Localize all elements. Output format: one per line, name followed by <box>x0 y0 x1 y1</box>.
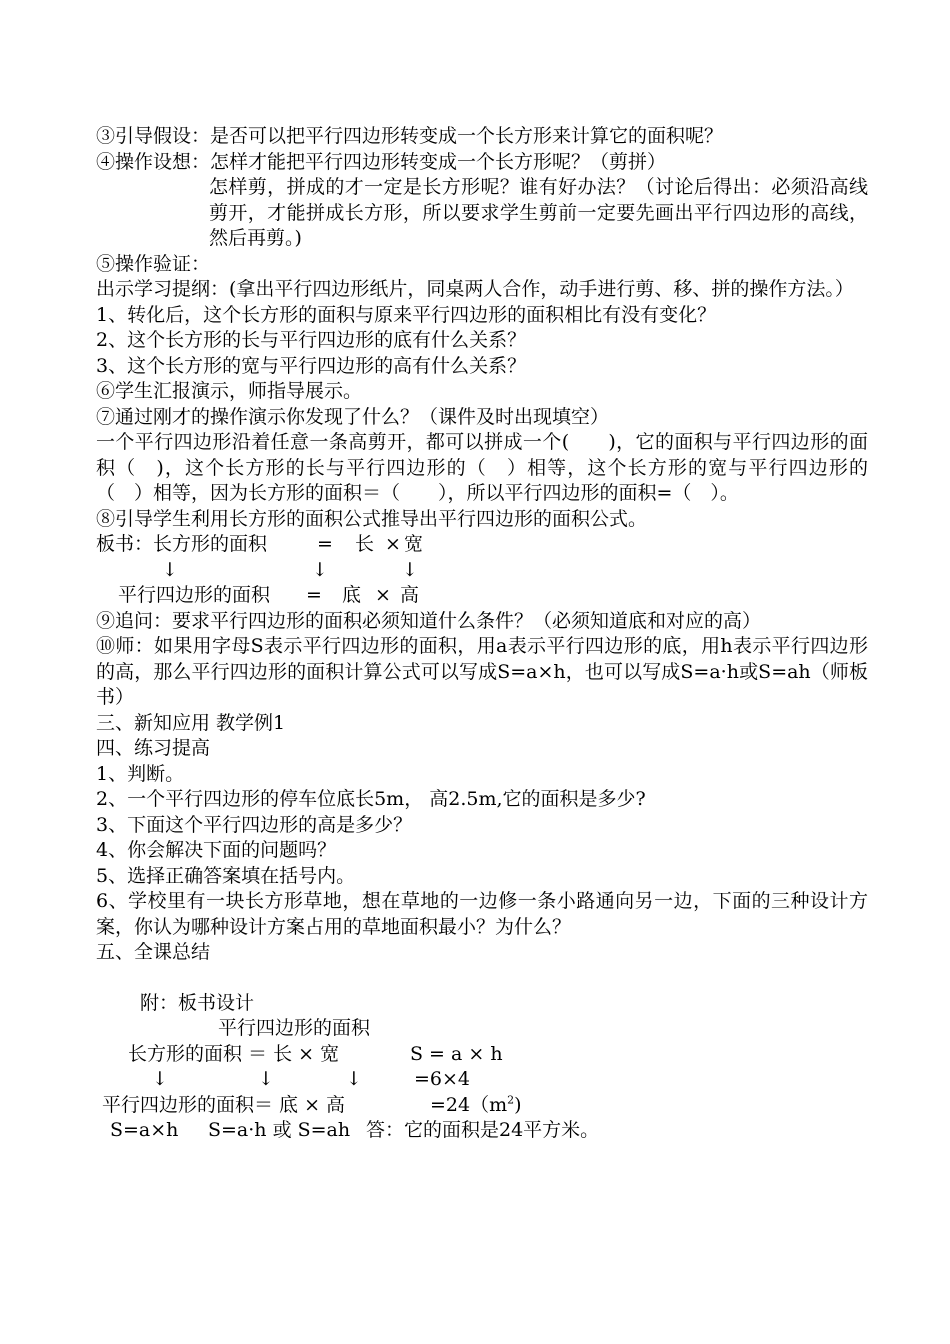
down-arrow-icon: ↓ <box>402 558 418 581</box>
board-times: × <box>385 533 401 555</box>
paragraph: 6、学校里有一块长方形草地，想在草地的一边修一条小路通向另一边，下面的三种设计方案，你认为哪种设计方案占用的草地面积最小？为什么？ <box>96 890 868 938</box>
appendix-title: 平行四边形的面积 <box>218 1017 371 1039</box>
down-arrow-icon: ↓ <box>312 558 328 581</box>
answer-text: 答：它的面积是24平方米。 <box>366 1119 600 1141</box>
text-line: 3、下面这个平行四边形的高是多少？ <box>96 813 413 836</box>
board-row-arrows <box>96 558 868 584</box>
board-times: × <box>375 584 391 606</box>
text-line: ④操作设想：怎样才能把平行四边形转变成一个长方形呢？（剪拼） <box>96 150 667 173</box>
calc-step-1: =6×4 <box>414 1068 471 1090</box>
board-label: 平行四边形的面积 <box>118 584 271 606</box>
board-row-rectangle <box>96 532 868 558</box>
text-line: 1、转化后，这个长方形的面积与原来平行四边形的面积相比有没有变化？ <box>96 303 717 326</box>
text-line: ⑧引导学生利用长方形的面积公式推导出平行四边形的面积公式。 <box>96 507 648 530</box>
board-base: 底 <box>342 584 362 606</box>
text-line: ⑦通过刚才的操作演示你发现了什么？（课件及时出现填空） <box>96 405 610 428</box>
down-arrow-icon: ↓ <box>152 1068 168 1090</box>
board-length: 长 <box>355 533 375 555</box>
down-arrow-icon: ↓ <box>258 1068 274 1090</box>
text-line: 5、选择正确答案填在括号内。 <box>96 864 356 887</box>
board-width: 宽 <box>404 533 424 555</box>
paragraph: 出示学习提纲：(拿出平行四边形纸片，同桌两人合作，动手进行剪、移、拼的操作方法。） <box>96 278 854 300</box>
board-prefix: 板书：长方形的面积 <box>96 533 268 555</box>
calc-step-2-close: ) <box>514 1093 522 1116</box>
s-formula: S = a × h <box>410 1042 503 1065</box>
board-height: 高 <box>400 584 420 606</box>
text-line: 四、练习提高 <box>96 737 211 759</box>
appendix-heading: 附：板书设计 <box>140 991 255 1014</box>
text-line: 1、判断。 <box>96 762 185 785</box>
calc-step-2-value: =24（m <box>430 1093 508 1116</box>
board-equals: = <box>317 533 333 555</box>
rect-formula: 长方形的面积 ＝ 长 × 宽 <box>128 1042 340 1065</box>
appendix-row-rectangle <box>96 1042 868 1068</box>
text-line: 三、新知应用 教学例1 <box>96 711 286 734</box>
formula-s-axh: S=a×h <box>110 1119 179 1141</box>
text-line: 2、一个平行四边形的停车位底长5m， 高2.5m,它的面积是多少? <box>96 788 646 810</box>
parallelogram-formula: 平行四边形的面积＝ 底 × 高 <box>102 1093 346 1116</box>
text-line: 4、你会解决下面的问题吗？ <box>96 839 337 861</box>
appendix-row-final <box>96 1118 868 1144</box>
text-line: 五、全课总结 <box>96 941 211 963</box>
text-line: ⑤操作验证： <box>96 252 211 275</box>
text-line: ⑨追问：要求平行四边形的面积必须知道什么条件？（必须知道底和对应的高） <box>96 609 762 632</box>
text-line: 2、这个长方形的长与平行四边形的底有什么关系？ <box>96 329 527 351</box>
blank-line <box>96 966 868 991</box>
paragraph: 怎样剪，拼成的才一定是长方形呢？谁有好办法？（讨论后得出：必须沿高线剪开，才能拼成长方形，所以要求学生剪前一定要先画出平行四边形的高线，然后再剪。) <box>209 176 868 249</box>
text-line: 3、这个长方形的宽与平行四边形的高有什么关系？ <box>96 354 527 377</box>
down-arrow-icon: ↓ <box>346 1068 362 1090</box>
formula-variants: S=a·h 或 S=ah <box>208 1119 351 1141</box>
text-line: ③引导假设：是否可以把平行四边形转变成一个长方形来计算它的面积呢？ <box>96 125 724 147</box>
appendix-heading-row <box>96 991 868 1017</box>
calc-step-2 <box>430 1093 522 1119</box>
paragraph: 一个平行四边形沿着任意一条高剪开，都可以拼成一个( )，它的面积与平行四边形的面积（ )，这个长方形的长与平行四边形的（ ）相等，这个长方形的宽与平行四边形的（ ）相等，因为长方形的面积＝（ ），所以平行四边形的面积=（ ）。 <box>96 431 868 504</box>
board-row-parallelogram <box>96 583 868 609</box>
down-arrow-icon: ↓ <box>162 558 178 581</box>
appendix-row-parallelogram <box>96 1093 868 1119</box>
text-line: ⑥学生汇报演示，师指导展示。 <box>96 380 363 402</box>
board-equals: = <box>306 584 322 606</box>
paragraph: ⑩师：如果用字母S表示平行四边形的面积，用a表示平行四边形的底，用h表示平行四边形的高，那么平行四边形的面积计算公式可以写成S=a×h，也可以写成S=a·h或S=ah（师板书） <box>96 635 868 708</box>
document-body <box>96 124 868 1144</box>
appendix-title-row <box>96 1016 868 1042</box>
unit-exponent: 2 <box>507 1093 515 1107</box>
appendix-row-arrows <box>96 1067 868 1093</box>
